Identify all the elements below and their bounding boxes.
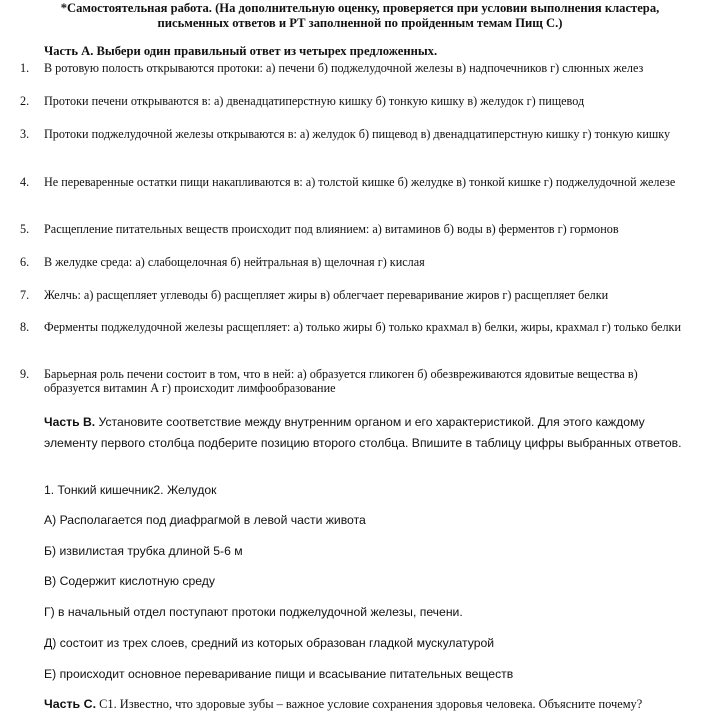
part-c-question: С1. Известно, что здоровые зубы – важное условие сохранения здоровья человека. Объясните почему? — [96, 697, 643, 711]
title-line-2: письменных ответов и РТ заполненной по пройденным темам Пищ С.) — [157, 16, 563, 30]
part-b-option-v: В) Содержит кислотную среду — [44, 574, 215, 588]
part-b-label: Часть В. — [44, 415, 96, 429]
question-text: В ротовую полость открываются протоки: а) печени б) поджелудочной железы в) надпочечников г) слюнных желез — [44, 61, 644, 75]
part-a-heading: Часть А. Выбери один правильный ответ из четырех предложенных. — [44, 44, 438, 58]
part-b-intro — [44, 412, 684, 454]
part-b-option-b: Б) извилистая трубка длиной 5-6 м — [44, 544, 243, 558]
title-line-1: *Самостоятельная работа. (На дополнительную оценку, проверяется при условии выполнения кластера, — [60, 1, 660, 15]
question-text: Протоки печени открываются в: а) двенадцатиперстную кишку б) тонкую кишку в) желудок г) пищевод — [44, 94, 585, 108]
question-text: В желудке среда: а) слабощелочная б) нейтральная в) щелочная г) кислая — [44, 255, 425, 269]
worksheet-title — [40, 1, 680, 31]
question-number: 4. — [20, 175, 30, 189]
question-number: 6. — [20, 255, 30, 269]
question-text: Желчь: а) расщепляет углеводы б) расщепляет жиры в) облегчает переваривание жиров г) расщепляет белки — [44, 288, 609, 302]
question-text: Протоки поджелудочной железы открываются в: а) желудок б) пищевод в) двенадцатиперстную кишку г) тонкую кишку — [44, 127, 671, 141]
part-b-organs: 1. Тонкий кишечник2. Желудок — [44, 483, 217, 497]
question-number: 5. — [20, 222, 30, 236]
question-number: 8. — [20, 320, 30, 334]
question-text: Не переваренные остатки пищи накапливаются в: а) толстой кишке б) желудке в) тонкой кишке г) поджелудочной железе — [44, 175, 676, 189]
part-c — [44, 697, 704, 712]
part-b-option-e: Е) происходит основное переваривание пищи и всасывание питательных веществ — [44, 667, 514, 681]
part-b-option-d: Д) состоит из трех слоев, средний из которых образован гладкой мускулатурой — [44, 636, 495, 650]
question-text: Ферменты поджелудочной железы расщепляет: а) только жиры б) только крахмал в) белки, жиры, крахмал г) только белки — [44, 320, 681, 334]
question-number: 1. — [20, 61, 30, 75]
part-b-option-g: Г) в начальный отдел поступают протоки поджелудочной железы, печени. — [44, 605, 463, 619]
question-text: Барьерная роль печени состоит в том, что в ней: а) образуется гликоген б) обезвреживаются ядовитые вещества в) образуется витамин А г) происходит лимфообразование — [44, 367, 638, 395]
part-b-instructions: Установите соответствие между внутренним органом и его характеристикой. Для этого каждому элементу первого столбца подберите позицию второго столбца. Впишите в таблицу цифры выбранных ответов. — [44, 415, 682, 450]
question-text: Расщепление питательных веществ происходит под влиянием: а) витаминов б) воды в) ферментов г) гормонов — [44, 222, 619, 236]
part-b-option-a: А) Располагается под диафрагмой в левой части живота — [44, 513, 366, 527]
question-number: 9. — [20, 367, 30, 381]
part-c-label: Часть С. — [44, 697, 97, 711]
question-number: 3. — [20, 127, 30, 141]
question-number: 7. — [20, 288, 30, 302]
question-number: 2. — [20, 94, 30, 108]
